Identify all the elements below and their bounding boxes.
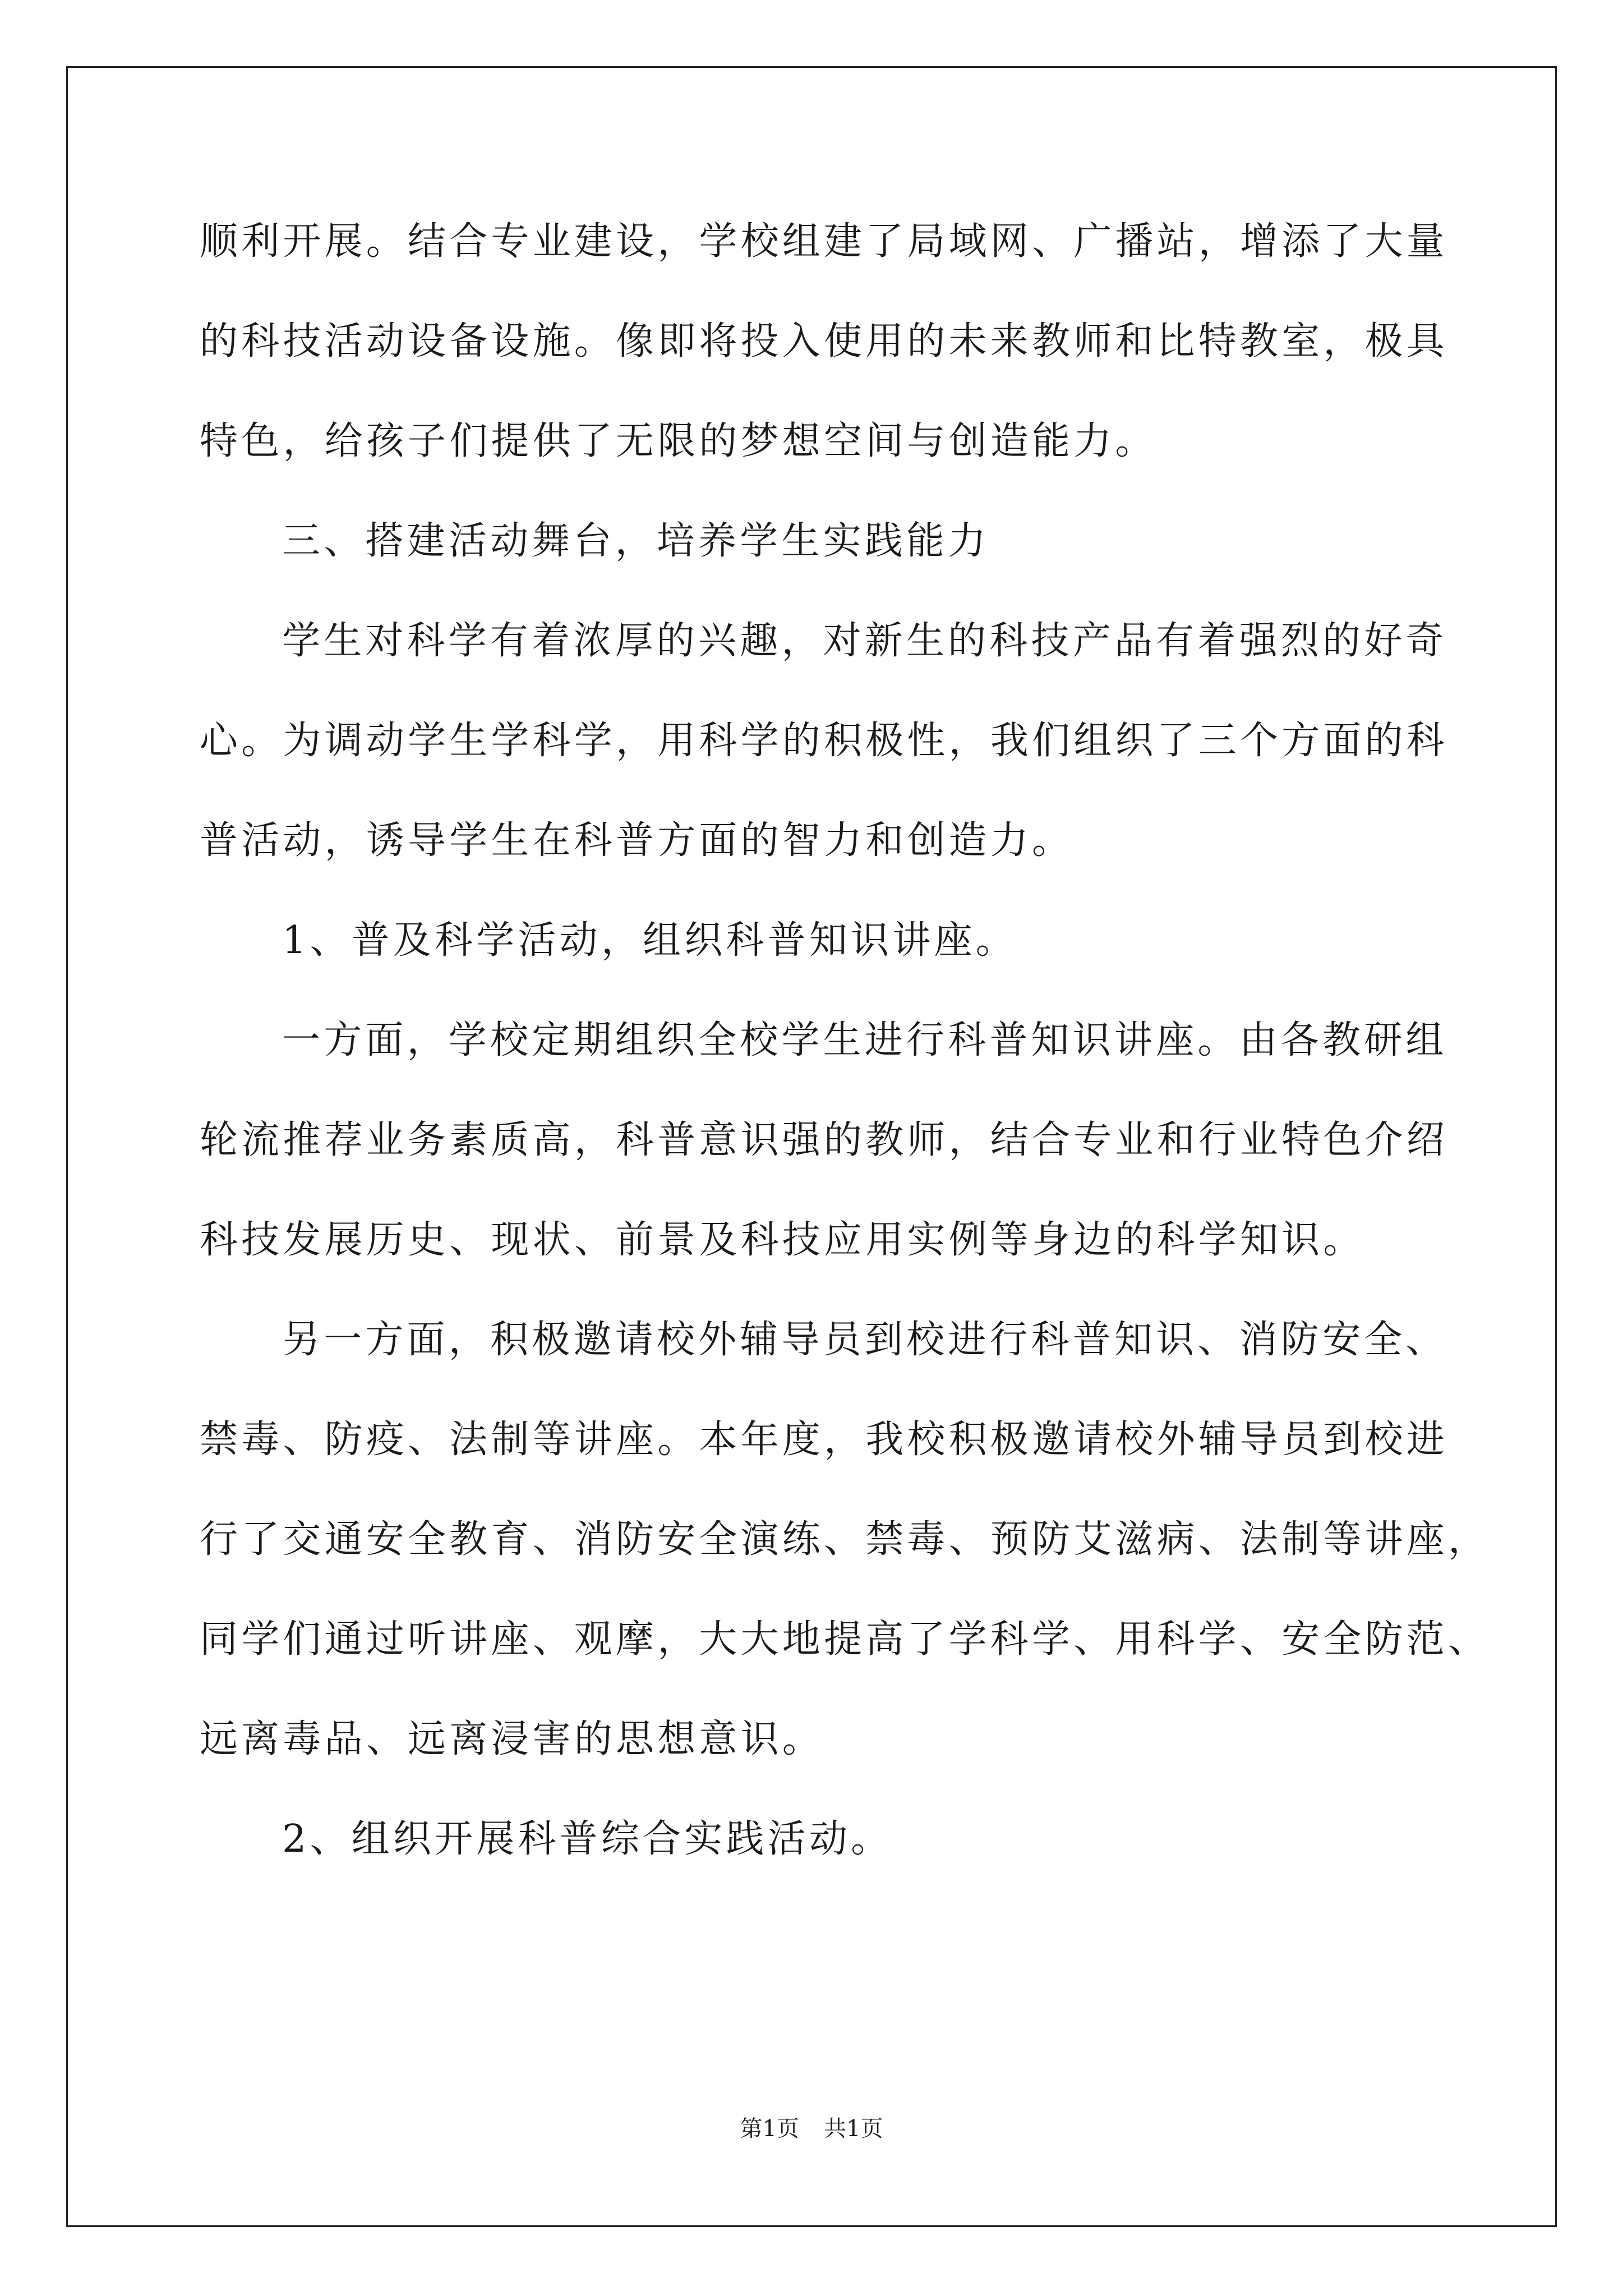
text-line-10: 轮流推荐业务素质高，科普意识强的教师，结合专业和行业特色介绍 — [200, 1118, 1449, 1162]
subheading-1: 1、普及科学活动，组织科普知识讲座。 — [282, 918, 1017, 963]
text-line-6: 心。为调动学生学科学，用科学的积极性，我们组织了三个方面的科 — [200, 719, 1449, 763]
page-number: 第1页 — [740, 2116, 799, 2142]
section-heading: 三、搭建活动舞台，培养学生实践能力 — [282, 519, 990, 563]
page-total: 共1页 — [824, 2116, 883, 2142]
text-line-13: 禁毒、防疫、法制等讲座。本年度，我校积极邀请校外辅导员到校进 — [200, 1418, 1449, 1462]
text-line-1: 顺利开展。结合专业建设，学校组建了局域网、广播站，增添了大量 — [200, 219, 1449, 264]
page-footer — [0, 2115, 1623, 2143]
text-line-16: 远离毒品、远离浸害的思想意识。 — [200, 1717, 824, 1761]
text-line-12: 另一方面，积极邀请校外辅导员到校进行科普知识、消防安全、 — [282, 1318, 1447, 1362]
text-line-7: 普活动，诱导学生在科普方面的智力和创造力。 — [200, 818, 1074, 863]
text-line-15: 同学们通过听讲座、观摩，大大地提高了学科学、用科学、安全防范、 — [200, 1617, 1490, 1662]
text-line-2: 的科技活动设备设施。像即将投入使用的未来教师和比特教室，极具 — [200, 319, 1449, 364]
subheading-2: 2、组织开展科普综合实践活动。 — [282, 1817, 893, 1861]
text-line-14: 行了交通安全教育、消防安全演练、禁毒、预防艾滋病、法制等讲座， — [200, 1517, 1490, 1562]
text-line-5: 学生对科学有着浓厚的兴趣，对新生的科技产品有着强烈的好奇 — [282, 619, 1447, 663]
text-line-9: 一方面，学校定期组织全校学生进行科普知识讲座。由各教研组 — [282, 1018, 1447, 1062]
text-line-3: 特色，给孩子们提供了无限的梦想空间与创造能力。 — [200, 419, 1157, 463]
document-body — [200, 217, 1490, 1914]
text-line-11: 科技发展历史、现状、前景及科技应用实例等身边的科学知识。 — [200, 1218, 1365, 1262]
